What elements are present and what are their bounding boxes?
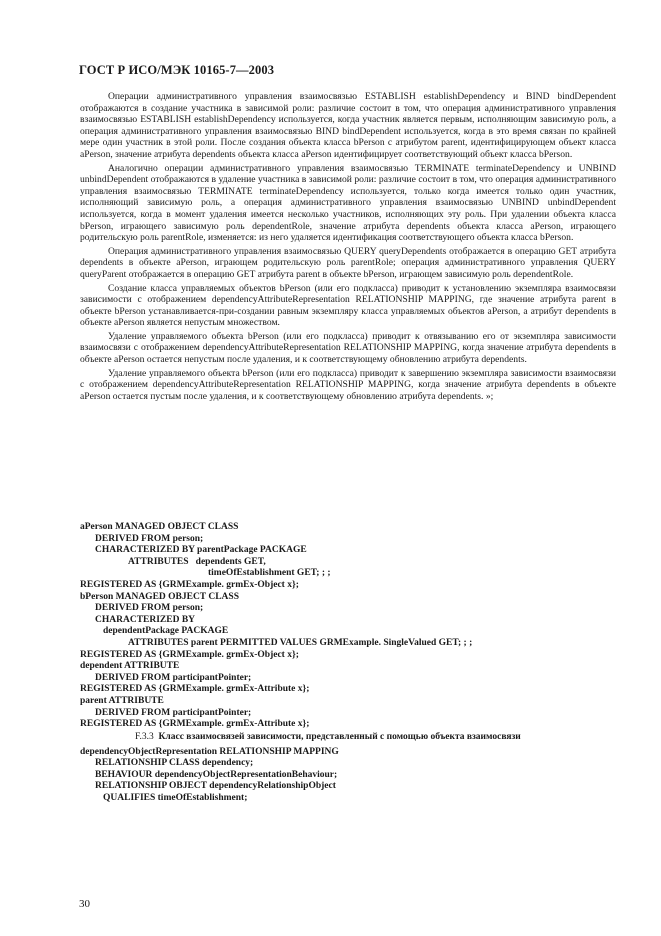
code-line: bPerson MANAGED OBJECT CLASS: [80, 591, 239, 602]
code-line: REGISTERED AS {GRMExample. grmEx-Attribute x};: [80, 719, 310, 730]
code-line: ATTRIBUTES dependents GET,: [128, 556, 266, 567]
paragraph: Аналогично операции административного управления взаимосвязью TERMINATE terminateDependency и UNBIND unbindDependent отображаются в удаление участника в зависимой роли: различие состоит в том, что операция административного управления взаимосвязью TERMINATE terminateDependency используется, только когда имеется только один участник, исполняющий зависимую роль, а операция административного управления взаимосвязью UNBIND unbindDependent используется, когда в момент удаления имеется несколько участников, исполняющих эту роль. При удалении объекта класса bPerson, играющего зависимую роль dependentRole, значение атрибута dependents объекта класса aPerson, играющего родительскую роль parentRole, изменяется: из него удаляется идентификация соответствующего объекта класса bPerson.: [80, 162, 616, 244]
code-line: DERIVED FROM person;: [95, 533, 204, 544]
body-text: [80, 91, 616, 404]
section-title: Класс взаимосвязей зависимости, представленный с помощью объекта взаимосвязи: [158, 731, 521, 742]
code-line: DERIVED FROM participantPointer;: [95, 707, 252, 718]
section-heading: [80, 732, 620, 744]
code-line: ATTRIBUTES parent PERMITTED VALUES GRMExample. SingleValued GET; ; ;: [128, 637, 473, 648]
code-line: timeOfEstablishment GET; ; ;: [208, 568, 331, 579]
code-line: RELATIONSHIP OBJECT dependencyRelationshipObject: [95, 781, 336, 792]
page-header: ГОСТ Р ИСО/МЭК 10165-7—2003: [79, 63, 275, 77]
paragraph: Удаление управляемого объекта bPerson (или его подкласса) приводит к завершению экземпляра зависимости взаимосвязи с отображением dependencyAttributeRepresentation RELATIONSHIP MAPPING, когда значение атрибута dependents в объекте aPerson остается пустым после удаления, и к соответствующему обновлению атрибута dependents. »;: [80, 367, 616, 402]
code-line: DERIVED FROM participantPointer;: [95, 672, 252, 683]
code-line: dependent ATTRIBUTE: [80, 661, 180, 672]
code-line: REGISTERED AS {GRMExample. grmEx-Object x};: [80, 649, 299, 660]
code-line: DERIVED FROM person;: [95, 603, 204, 614]
code-line: parent ATTRIBUTE: [80, 695, 164, 706]
code-line: CHARACTERIZED BY parentPackage PACKAGE: [95, 545, 307, 556]
code-line: RELATIONSHIP CLASS dependency;: [95, 758, 254, 769]
code-line: REGISTERED AS {GRMExample. grmEx-Attribute x};: [80, 684, 310, 695]
code-line: dependencyObjectRepresentation RELATIONSHIP MAPPING: [80, 746, 339, 757]
code-line: aPerson MANAGED OBJECT CLASS: [80, 522, 239, 532]
paragraph: Создание класса управляемых объектов bPerson (или его подкласса) приводит к установлению экземпляра взаимосвязи зависимости с отображением dependencyAttributeRepresentation RELATIONSHIP MAPPING, где значение атрибута parent в объекте bPerson устанавливается-при-создании равным экземпляру класса управляемых объектов aPerson, а атрибут dependents в объекте aPerson является непустым множеством.: [80, 282, 616, 329]
code-line: CHARACTERIZED BY: [95, 614, 196, 625]
paragraph: Удаление управляемого объекта bPerson (или его подкласса) приводит к отвязыванию его от экземпляра зависимости взаимосвязи с отображением dependencyAttributeRepresentation RELATIONSHIP MAPPING, когда значение атрибута dependents в объекте aPerson остается непустым после удаления, и к соответствующему обновлению атрибута dependents.: [80, 330, 616, 366]
gdmo-code-listing: [80, 522, 620, 805]
paragraph: Операции административного управления взаимосвязью ESTABLISH establishDependency и BIND bindDependent отображаются в создание участника в зависимой роли: различие состоит в том, что операция административного управления взаимосвязью ESTABLISH establishDependency используется, когда участник является первым, исполняющим зависимую роль, а операция административного управления взаимосвязью BIND bindDependent используется, когда в это время связан по крайней мере один участник в этой роли. После создания объекта класса bPerson с атрибутом parent, идентифицирующем объект класса aPerson, значение атрибута dependents объекта класса aPerson идентифицирует соответствующий объект класса bPerson.: [80, 91, 616, 160]
paragraph: Операция административного управления взаимосвязью QUERY queryDependents отображается в операцию GET атрибута dependents в объекте aPerson, играющем родительскую роль parentRole; операция административного управления QUERY queryParent отображается в операцию GET атрибута parent в объекте bPerson, играющем зависимую роль dependentRole.: [80, 245, 616, 280]
page-number: 30: [79, 898, 90, 910]
code-line: REGISTERED AS {GRMExample. grmEx-Object x};: [80, 579, 299, 590]
code-line: QUALIFIES timeOfEstablishment;: [103, 793, 248, 804]
section-number: F.3.3: [135, 731, 154, 742]
code-line: BEHAVIOUR dependencyObjectRepresentationBehaviour;: [95, 769, 338, 780]
code-line: dependentPackage PACKAGE: [103, 626, 229, 637]
